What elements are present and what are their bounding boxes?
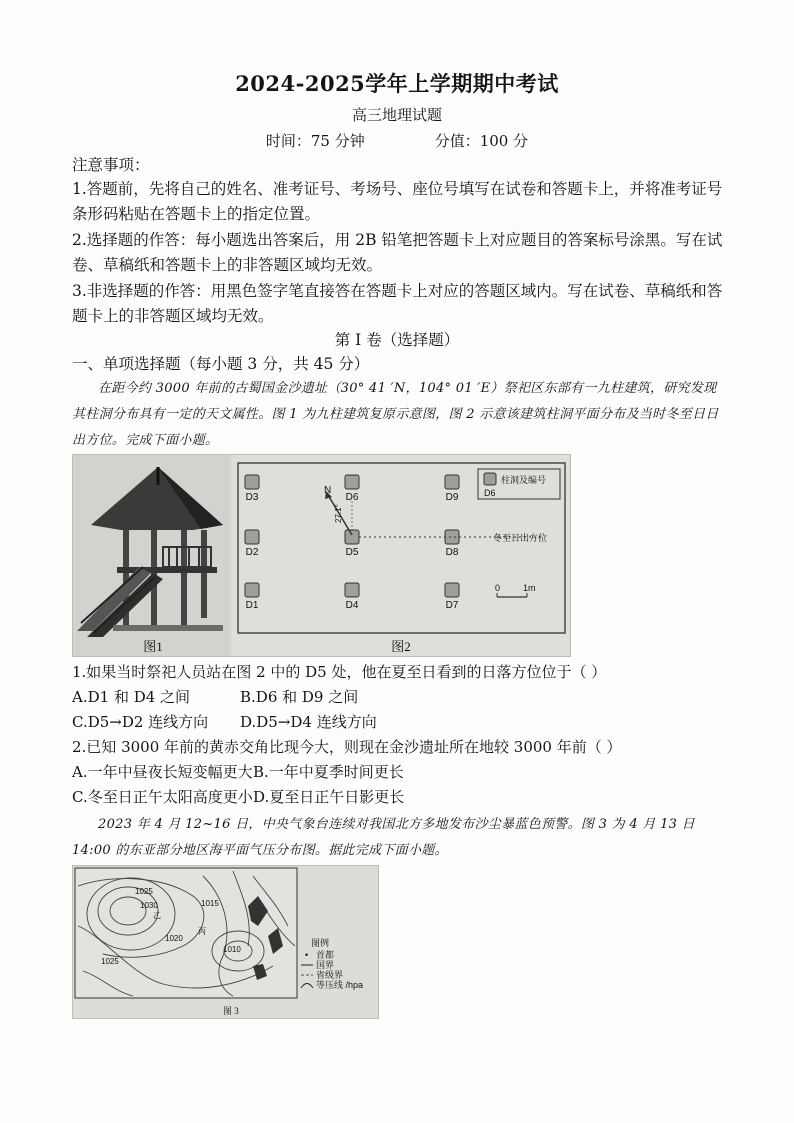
legend-hole-icon xyxy=(484,473,496,485)
isobar-label-6: 1025 xyxy=(101,957,119,966)
figure-2-caption: 图2 xyxy=(391,639,411,654)
legend-province: 省级界 xyxy=(316,970,344,980)
label-d6: D6 xyxy=(345,492,359,503)
hole-d7 xyxy=(445,583,459,597)
label-d9: D9 xyxy=(445,492,459,503)
isobar-label-3: 1015 xyxy=(201,899,219,908)
note-item-2: 2.选择题的作答：每小题选出答案后，用 2B 铅笔把答题卡上对应题目的答案标号涂黑。写在试卷、草稿纸和答题卡上的非答题区域均无效。 xyxy=(72,231,723,274)
section-heading: 一、单项选择题（每小题 3 分，共 45 分） xyxy=(72,355,370,373)
hole-d2 xyxy=(245,530,259,544)
label-d3: D3 xyxy=(245,492,259,503)
isobar-label-4: 1020 xyxy=(165,934,183,943)
exam-meta xyxy=(0,130,794,151)
hole-d1 xyxy=(245,583,259,597)
question-intro-2: 2023 年 4 月 12~16 日，中央气象台连续对我国北方多地发布沙尘暴蓝色预警。图 3 为 4 月 13 日 14:00 的东亚部分地区海平面气压分布图。据此完成下面小题。 xyxy=(72,817,695,858)
pressure-map xyxy=(72,865,379,1019)
q2-option-d: D.夏至日正午日影更长 xyxy=(253,788,405,806)
scale-length: 1m xyxy=(523,583,536,593)
place-label-z: 乙 xyxy=(153,911,161,920)
figure-1-caption: 图1 xyxy=(143,639,163,654)
exam-subtitle: 高三地理试题 xyxy=(351,106,442,124)
hole-d6 xyxy=(345,475,359,489)
sunrise-label: 冬至日出方位 xyxy=(493,533,548,543)
hole-d3 xyxy=(245,475,259,489)
q1-option-c: C.D5→D2 连线方向 xyxy=(72,713,209,731)
hole-d9 xyxy=(445,475,459,489)
q1-option-a: A.D1 和 D4 之间 xyxy=(72,688,191,706)
q2-option-b: B.一年中夏季时间更长 xyxy=(253,763,404,781)
isobar-label-5: 1010 xyxy=(223,945,241,954)
hole-d5 xyxy=(345,530,359,544)
isobar-label-1: 1025 xyxy=(135,887,153,896)
scale-zero: 0 xyxy=(495,583,501,593)
legend-isobar: 等压线 /hpa xyxy=(316,980,364,990)
legend-capital-icon: • xyxy=(305,950,309,960)
q1-option-b: B.D6 和 D9 之间 xyxy=(240,688,359,706)
legend-border: 国界 xyxy=(316,960,335,970)
hole-d4 xyxy=(345,583,359,597)
exam-title: 2024-2025学年上学期期中考试 xyxy=(235,71,559,96)
label-d8: D8 xyxy=(445,547,459,558)
note-item-1: 1.答题前，先将自己的姓名、准考证号、考场号、座位号填写在试卷和答题卡上，并将准考证号条形码粘贴在答题卡上的指定位置。 xyxy=(72,180,723,223)
figure-3-caption: 图 3 xyxy=(223,1006,239,1016)
map-svg xyxy=(73,866,378,1018)
label-d7: D7 xyxy=(445,600,459,611)
q1-option-d: D.D5→D4 连线方向 xyxy=(240,713,377,731)
isobar-label-2: 1030 xyxy=(140,901,158,910)
label-d2: D2 xyxy=(245,547,259,558)
label-d4: D4 xyxy=(345,600,359,611)
part1-title: 第 I 卷（选择题） xyxy=(334,331,460,349)
q2-option-a: A.一年中昼夜长短变幅更大 xyxy=(72,763,253,781)
figure-panel xyxy=(72,454,571,657)
question-intro-1: 在距今约 3000 年前的古蜀国金沙遗址（30° 41 ′N，104° 01 ′E）祭祀区东部有一九柱建筑，研究发现其柱洞分布具有一定的天文属性。图 1 为九柱建筑复原示意图，图 2 示意该建筑柱洞平面分布及当时冬至日日出方位。完成下面小题。 xyxy=(72,381,719,448)
place-label-x: 丙 xyxy=(198,927,206,936)
exam-time: 时间：75 分钟 xyxy=(265,132,365,150)
exam-score: 分值：100 分 xyxy=(434,132,529,150)
legend-text: 柱洞及编号 xyxy=(501,475,547,485)
angle-label: 27.1° xyxy=(334,504,343,523)
q2-option-c: C.冬至日正午太阳高度更小 xyxy=(72,788,253,806)
legend-title: 图例 xyxy=(311,938,330,948)
legend-hole-label: D6 xyxy=(484,488,496,498)
north-label: N xyxy=(324,485,332,496)
legend-capital: 首都 xyxy=(316,950,335,960)
label-d5: D5 xyxy=(345,547,359,558)
label-d1: D1 xyxy=(245,600,259,611)
figure-svg xyxy=(73,455,570,656)
question-1-stem: 1.如果当时祭祀人员站在图 2 中的 D5 处，他在夏至日看到的日落方位位于（ ） xyxy=(72,663,607,681)
question-2-stem: 2.已知 3000 年前的黄赤交角比现今大，则现在金沙遗址所在地较 3000 年前（ ） xyxy=(72,738,622,756)
notes-heading: 注意事项： xyxy=(72,156,150,174)
note-item-3: 3.非选择题的作答：用黑色签字笔直接答在答题卡上对应的答题区域内。写在试卷、草稿纸和答题卡上的非答题区域均无效。 xyxy=(72,282,723,325)
hole-d8 xyxy=(445,530,459,544)
